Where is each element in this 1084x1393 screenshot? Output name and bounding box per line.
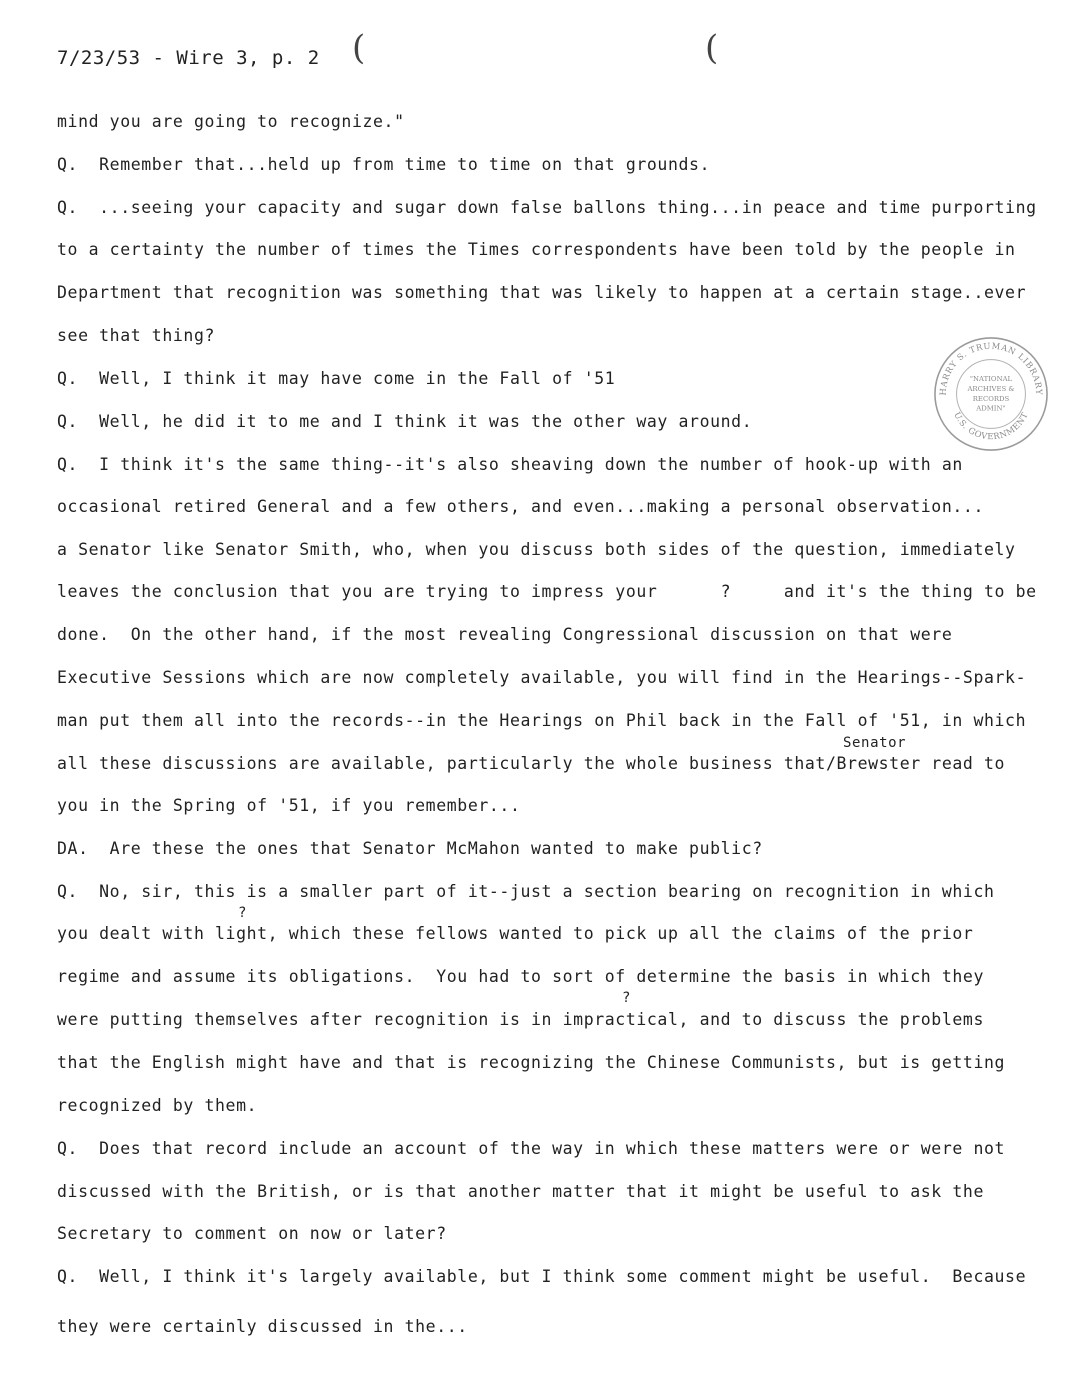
text-line: Q. Remember that...held up from time to time on that grounds. <box>57 155 711 174</box>
insertion-question-mark: ? <box>622 990 632 1006</box>
text-line: Secretary to comment on now or later? <box>57 1224 447 1243</box>
text-line: that the English might have and that is recognizing the Chinese Communists, but is getting <box>57 1053 1006 1072</box>
text-line: Executive Sessions which are now completely available, you will find in the Hearings--Spark- <box>57 668 1027 687</box>
text-line: you dealt with light, which these fellows wanted to pick up all the claims of the prior <box>57 924 974 943</box>
text-line: you in the Spring of '51, if you remember... <box>57 796 521 815</box>
stamp-center-text: ARCHIVES & <box>967 385 1015 394</box>
text-line: to a certainty the number of times the Times correspondents have been told by the people in <box>57 240 1016 259</box>
text-line: Q. Well, he did it to me and I think it was the other way around. <box>57 412 753 431</box>
stamp-center-text: ADMIN" <box>976 404 1006 413</box>
text-line: see that thing? <box>57 326 216 345</box>
text-line: Q. Does that record include an account of the way in which these matters were or were not <box>57 1139 1006 1158</box>
insertion-question-mark: ? <box>238 905 248 921</box>
stamp-top-text: HARRY S. TRUMAN LIBRARY <box>937 340 1045 396</box>
text-line: discussed with the British, or is that another matter that it might be useful to ask the <box>57 1182 984 1201</box>
text-line: man put them all into the records--in the Hearings on Phil back in the Fall of '51, in which <box>57 711 1027 730</box>
truman-library-stamp <box>932 335 1050 453</box>
text-line: leaves the conclusion that you are trying to impress your ? and it's the thing to be <box>57 582 1037 601</box>
margin-mark-right: ( <box>705 28 719 68</box>
stamp-bottom-text: U.S. GOVERNMENT <box>952 410 1030 442</box>
stamp-center-text: "NATIONAL <box>969 375 1013 384</box>
text-line: recognized by them. <box>57 1096 258 1115</box>
text-line: were putting themselves after recognition is in impractical, and to discuss the problems <box>57 1010 984 1029</box>
text-line: done. On the other hand, if the most revealing Congressional discussion on that were <box>57 625 953 644</box>
text-line: regime and assume its obligations. You had to sort of determine the basis in which they <box>57 967 984 986</box>
text-line: they were certainly discussed in the... <box>57 1317 468 1336</box>
margin-mark-left: ( <box>352 28 366 68</box>
text-line: all these discussions are available, particularly the whole business that/Brewster read to <box>57 754 1006 773</box>
text-line: occasional retired General and a few others, and even...making a personal observation... <box>57 497 984 516</box>
text-line: DA. Are these the ones that Senator McMahon wanted to make public? <box>57 839 763 858</box>
text-line: Q. Well, I think it may have come in the Fall of '51 <box>57 369 616 388</box>
stamp-center-text: RECORDS <box>972 394 1010 403</box>
page-header: 7/23/53 - Wire 3, p. 2 <box>57 47 320 69</box>
text-line: Department that recognition was something that was likely to happen at a certain stage..ever <box>57 283 1027 302</box>
handwritten-insertion-senator: Senator <box>843 735 907 751</box>
text-line: Q. ...seeing your capacity and sugar down false ballons thing...in peace and time purporting <box>57 198 1037 217</box>
text-line: mind you are going to recognize." <box>57 112 405 131</box>
text-line: a Senator like Senator Smith, who, when you discuss both sides of the question, immediately <box>57 540 1016 559</box>
text-line: Q. I think it's the same thing--it's also sheaving down the number of hook-up with an <box>57 455 963 474</box>
text-line: Q. Well, I think it's largely available, but I think some comment might be useful. Because <box>57 1267 1027 1286</box>
text-line: Q. No, sir, this is a smaller part of it--just a section bearing on recognition in which <box>57 882 995 901</box>
